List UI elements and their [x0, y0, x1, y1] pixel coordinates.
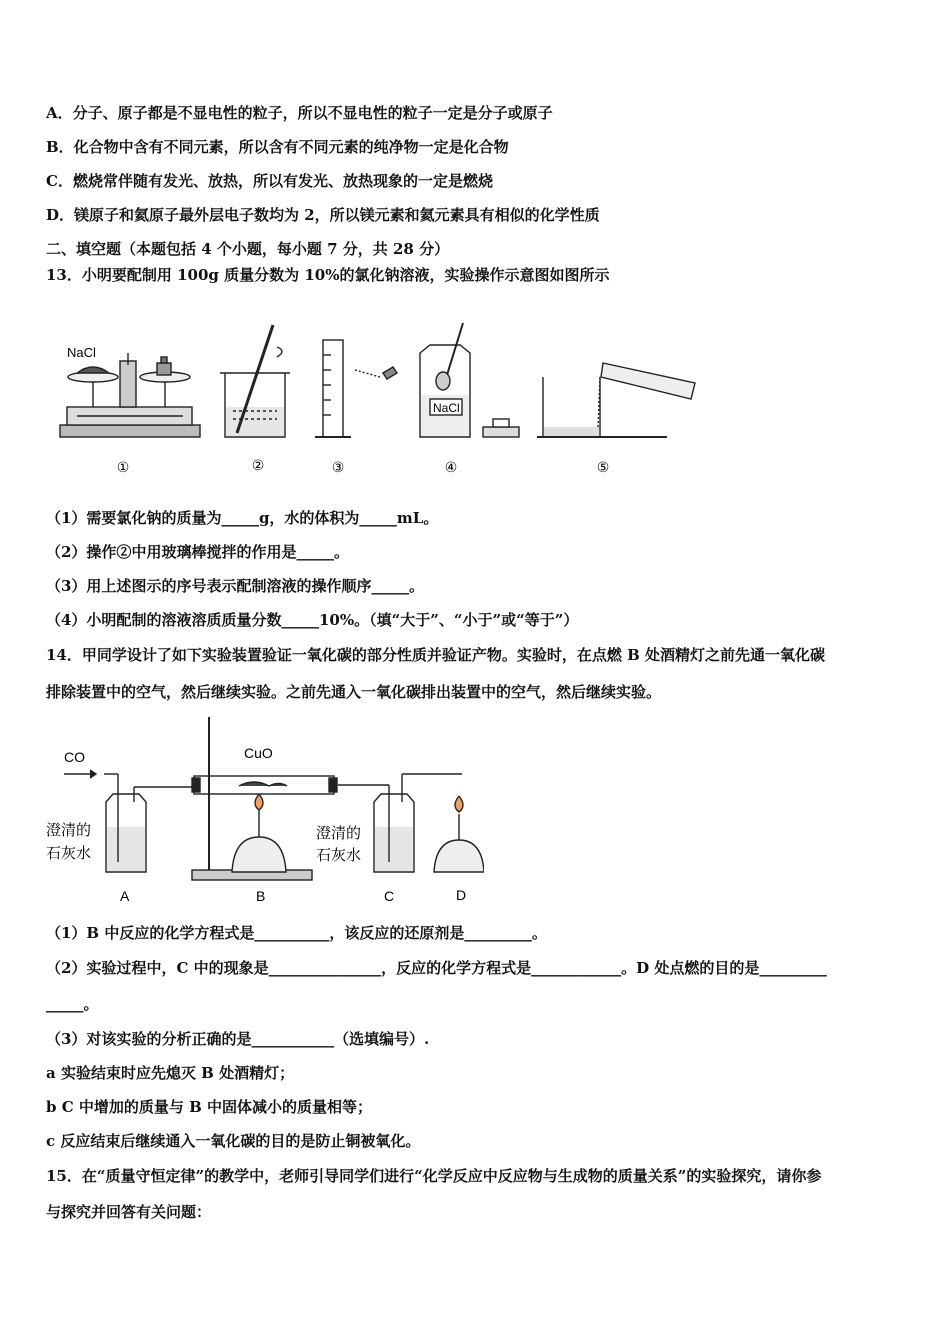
alcohol-lamp-d-icon [434, 796, 484, 872]
q14-stem-2: 排除装置中的空气，然后继续实验。之前先通入一氧化碳排出装置中的空气，然后继续实验。 [46, 683, 662, 701]
co-label: CO [64, 749, 85, 765]
q14-figure [44, 712, 484, 912]
pouring-icon [537, 363, 695, 437]
label-b: B [256, 888, 266, 904]
nacl-label: NaCl [67, 345, 96, 360]
balance-icon [60, 353, 200, 437]
cuo-label: CuO [244, 745, 273, 761]
q14-part-2: （2）实验过程中，C 中的现象是_______________，反应的化学方程式是____________。D 处点燃的目的是_________ [46, 959, 827, 977]
label-d: D [456, 887, 467, 903]
q13-figure [55, 315, 705, 485]
q13-part-4: （4）小明配制的溶液溶质质量分数_____10%。（填“大于”、“小于”或“等于”） [46, 611, 579, 629]
step-label-2: ② [251, 457, 265, 473]
step-label-3: ③ [331, 459, 345, 475]
q12-option-b: B．化合物中含有不同元素，所以含有不同元素的纯净物一定是化合物 [46, 138, 509, 156]
limewater-c-line1: 澄清的 [316, 825, 362, 842]
q12-option-c: C．燃烧常伴随有发光、放热，所以有发光、放热现象的一定是燃烧 [46, 172, 493, 190]
limewater-a-line1: 澄清的 [46, 822, 92, 839]
q14-part-2-cont: _____。 [46, 995, 99, 1013]
limewater-a-line2: 石灰水 [46, 845, 92, 862]
step-label-4: ④ [444, 459, 458, 475]
gas-bottle-a-icon [104, 774, 194, 872]
label-c: C [384, 888, 395, 904]
jar-label: NaCl [433, 401, 460, 415]
reagent-jar-icon [420, 323, 519, 437]
limewater-c-line2: 石灰水 [316, 847, 362, 864]
alcohol-lamp-b-icon [232, 794, 286, 872]
q13-part-3: （3）用上述图示的序号表示配制溶液的操作顺序_____。 [46, 577, 424, 595]
q14-part-3: （3）对该实验的分析正确的是___________（选填编号）. [46, 1030, 430, 1048]
q13-stem: 13．小明要配制用 100g 质量分数为 10%的氯化钠溶液，实验操作示意图如图所示 [46, 266, 610, 284]
q14-part-1: （1）B 中反应的化学方程式是__________，该反应的还原剂是_________。 [46, 924, 547, 942]
q14-stem-1: 14．甲同学设计了如下实验装置验证一氧化碳的部分性质并验证产物。实验时，在点燃 B 处酒精灯之前先通一氧化碳 [46, 646, 826, 664]
step-label-5: ⑤ [596, 459, 610, 475]
label-a: A [120, 888, 130, 904]
q15-line-1: 15．在“质量守恒定律”的教学中，老师引导同学们进行“化学反应中反应物与生成物的质量关系”的实验探究，请你参 [46, 1167, 822, 1185]
q14-option-a: a 实验结束时应先熄灭 B 处酒精灯； [46, 1064, 295, 1082]
step-label-1: ① [116, 459, 130, 475]
q14-option-b: b C 中增加的质量与 B 中固体减小的质量相等； [46, 1098, 372, 1116]
q14-option-c: c 反应结束后继续通入一氧化碳的目的是防止铜被氧化。 [46, 1132, 421, 1150]
q12-option-d: D．镁原子和氦原子最外层电子数均为 2，所以镁元素和氦元素具有相似的化学性质 [46, 206, 600, 224]
section-title: 二、填空题（本题包括 4 个小题，每小题 7 分，共 28 分） [46, 240, 450, 258]
q12-option-a: A．分子、原子都是不显电性的粒子，所以不显电性的粒子一定是分子或原子 [46, 104, 553, 122]
q13-part-2: （2）操作②中用玻璃棒搅拌的作用是_____。 [46, 543, 349, 561]
q15-line-2: 与探究并回答有关问题： [46, 1203, 212, 1221]
q13-part-1: （1）需要氯化钠的质量为_____g，水的体积为_____mL。 [46, 509, 439, 527]
beaker-stir-icon [220, 325, 290, 437]
graduated-cylinder-icon [315, 340, 397, 437]
